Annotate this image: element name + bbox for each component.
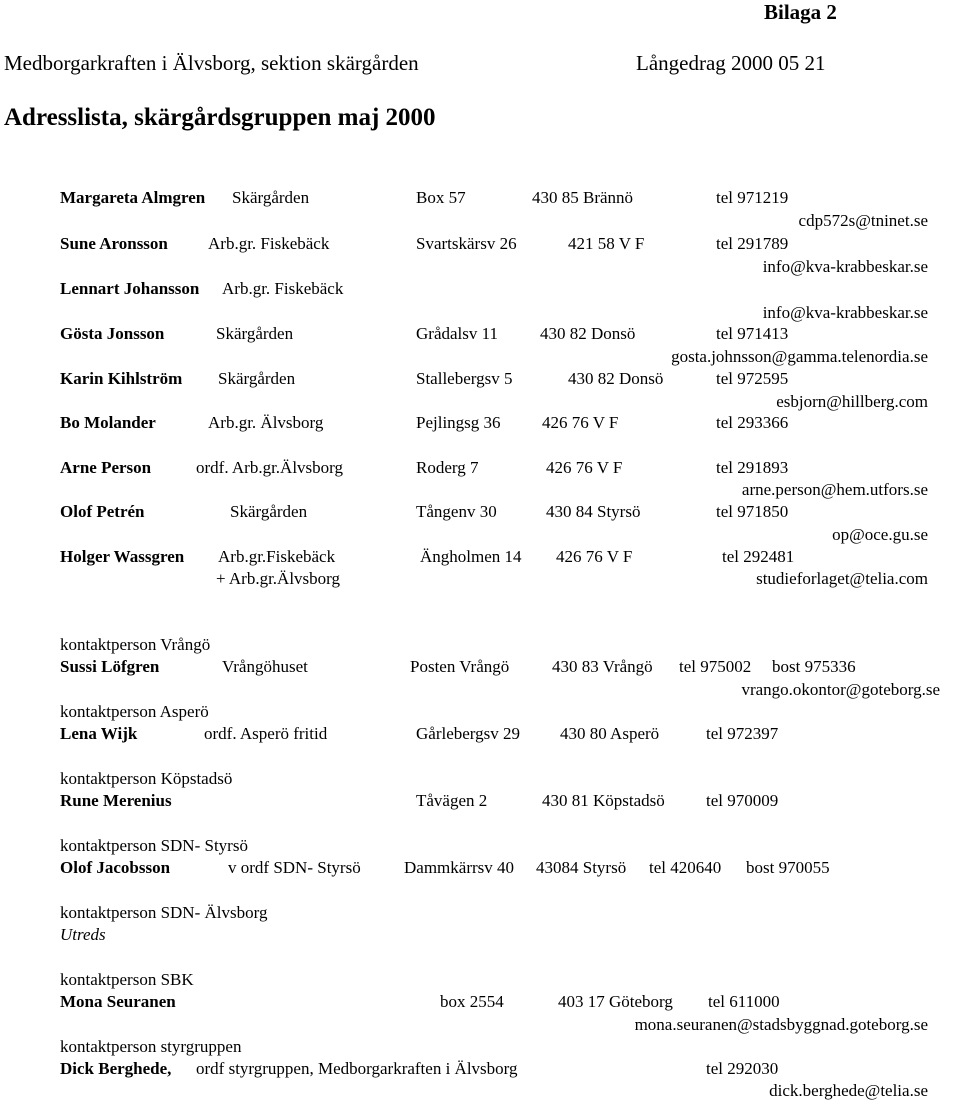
member-name: Holger Wassgren xyxy=(60,547,185,566)
member-phone: tel 971219 xyxy=(716,188,789,207)
contact-email[interactable]: dick.berghede@telia.se xyxy=(769,1081,928,1100)
contact-phone: tel 420640 xyxy=(649,858,722,877)
contact-label: kontaktperson Asperö xyxy=(60,702,209,721)
contact-phone: tel 972397 xyxy=(706,724,779,743)
member-street: Pejlingsg 36 xyxy=(416,413,501,432)
contact-street: Dammkärrsv 40 xyxy=(404,858,515,877)
page-title: Adresslista, skärgårdsgruppen maj 2000 xyxy=(4,104,436,131)
member-email[interactable]: cdp572s@tninet.se xyxy=(798,211,928,230)
contact-group: ordf styrgruppen, Medborgarkraften i Älvsborg xyxy=(196,1059,518,1078)
member-street: Tångenv 30 xyxy=(416,502,497,521)
appendix-label: Bilaga 2 xyxy=(764,0,837,24)
contact-label: kontaktperson Vrångö xyxy=(60,635,211,654)
member-group: Arb.gr. Älvsborg xyxy=(208,413,324,432)
contact-group: ordf. Asperö fritid xyxy=(204,724,328,743)
member-name: Margareta Almgren xyxy=(60,188,206,207)
member-group: Arb.gr. Fiskebäck xyxy=(222,279,344,298)
contact-phone: tel 970009 xyxy=(706,791,779,810)
contact-label: kontaktperson SDN- Älvsborg xyxy=(60,903,268,922)
member-postal: 430 84 Styrsö xyxy=(546,502,641,521)
member-phone: tel 291789 xyxy=(716,234,789,253)
member-group: Skärgården xyxy=(232,188,310,207)
member-email[interactable]: op@oce.gu.se xyxy=(832,525,928,544)
contact-name: Lena Wijk xyxy=(60,724,138,743)
member-street: Stallebergsv 5 xyxy=(416,369,513,388)
member-name: Bo Molander xyxy=(60,413,156,432)
contact-phone: tel 292030 xyxy=(706,1059,779,1078)
contact-email[interactable]: mona.seuranen@stadsbyggnad.goteborg.se xyxy=(634,1015,928,1034)
member-postal: 426 76 V F xyxy=(556,547,633,566)
contact-note: Utreds xyxy=(60,925,106,944)
contact-label: kontaktperson SBK xyxy=(60,970,194,989)
member-postal: 430 85 Brännö xyxy=(532,188,634,207)
contact-name: Mona Seuranen xyxy=(60,992,176,1011)
member-postal: 430 82 Donsö xyxy=(540,324,636,343)
contact-name: Sussi Löfgren xyxy=(60,657,160,676)
member-email[interactable]: arne.person@hem.utfors.se xyxy=(741,480,928,499)
member-email[interactable]: studieforlaget@telia.com xyxy=(756,569,928,588)
member-phone: tel 292481 xyxy=(722,547,795,566)
member-name: Gösta Jonsson xyxy=(60,324,165,343)
member-phone: tel 972595 xyxy=(716,369,789,388)
place-date: Långedrag 2000 05 21 xyxy=(636,51,826,75)
member-phone: tel 971850 xyxy=(716,502,789,521)
member-group-secondary: + Arb.gr.Älvsborg xyxy=(216,569,341,588)
member-group: Arb.gr. Fiskebäck xyxy=(208,234,330,253)
contact-street: Tåvägen 2 xyxy=(416,791,488,810)
contact-label: kontaktperson SDN- Styrsö xyxy=(60,836,248,855)
contact-postal: 430 83 Vrångö xyxy=(552,657,653,676)
contact-street: Gårlebergsv 29 xyxy=(416,724,521,743)
member-street: Svartskärsv 26 xyxy=(416,234,517,253)
contact-phone: tel 611000 xyxy=(708,992,780,1011)
contact-postal: 403 17 Göteborg xyxy=(558,992,673,1011)
member-postal: 430 82 Donsö xyxy=(568,369,664,388)
member-street: Ängholmen 14 xyxy=(420,547,522,566)
contact-name: Rune Merenius xyxy=(60,791,172,810)
contact-postal: 43084 Styrsö xyxy=(536,858,627,877)
member-street: Roderg 7 xyxy=(416,458,479,477)
member-name: Arne Person xyxy=(60,458,152,477)
member-street: Grådalsv 11 xyxy=(416,324,498,343)
contact-email[interactable]: vrango.okontor@goteborg.se xyxy=(741,680,940,699)
contact-label: kontaktperson Köpstadsö xyxy=(60,769,233,788)
member-postal: 421 58 V F xyxy=(568,234,645,253)
contact-group: Vrångöhuset xyxy=(222,657,308,676)
member-email[interactable]: info@kva-krabbeskar.se xyxy=(762,303,928,322)
member-group: Arb.gr.Fiskebäck xyxy=(218,547,336,566)
contact-group: v ordf SDN- Styrsö xyxy=(228,858,361,877)
member-name: Olof Petrén xyxy=(60,502,145,521)
contact-street: Posten Vrångö xyxy=(410,657,510,676)
contact-name: Dick Berghede, xyxy=(60,1059,172,1078)
contact-home-phone: bost 970055 xyxy=(746,858,830,877)
member-phone: tel 291893 xyxy=(716,458,789,477)
member-name: Karin Kihlström xyxy=(60,369,183,388)
member-group: Skärgården xyxy=(230,502,308,521)
member-phone: tel 971413 xyxy=(716,324,789,343)
contact-postal: 430 80 Asperö xyxy=(560,724,660,743)
contact-street: box 2554 xyxy=(440,992,504,1011)
member-email[interactable]: esbjorn@hillberg.com xyxy=(776,392,928,411)
contact-label: kontaktperson styrgruppen xyxy=(60,1037,242,1056)
contact-home-phone: bost 975336 xyxy=(772,657,856,676)
contact-phone: tel 975002 xyxy=(679,657,752,676)
member-postal: 426 76 V F xyxy=(542,413,619,432)
contact-name: Olof Jacobsson xyxy=(60,858,171,877)
member-name: Sune Aronsson xyxy=(60,234,168,253)
member-email[interactable]: info@kva-krabbeskar.se xyxy=(762,257,928,276)
member-group: Skärgården xyxy=(218,369,296,388)
member-street: Box 57 xyxy=(416,188,466,207)
member-group: ordf. Arb.gr.Älvsborg xyxy=(196,458,344,477)
member-email[interactable]: gosta.johnsson@gamma.telenordia.se xyxy=(671,347,928,366)
contact-postal: 430 81 Köpstadsö xyxy=(542,791,665,810)
member-group: Skärgården xyxy=(216,324,294,343)
member-phone: tel 293366 xyxy=(716,413,789,432)
organization: Medborgarkraften i Älvsborg, sektion skärgården xyxy=(4,51,419,75)
member-name: Lennart Johansson xyxy=(60,279,200,298)
member-postal: 426 76 V F xyxy=(546,458,623,477)
